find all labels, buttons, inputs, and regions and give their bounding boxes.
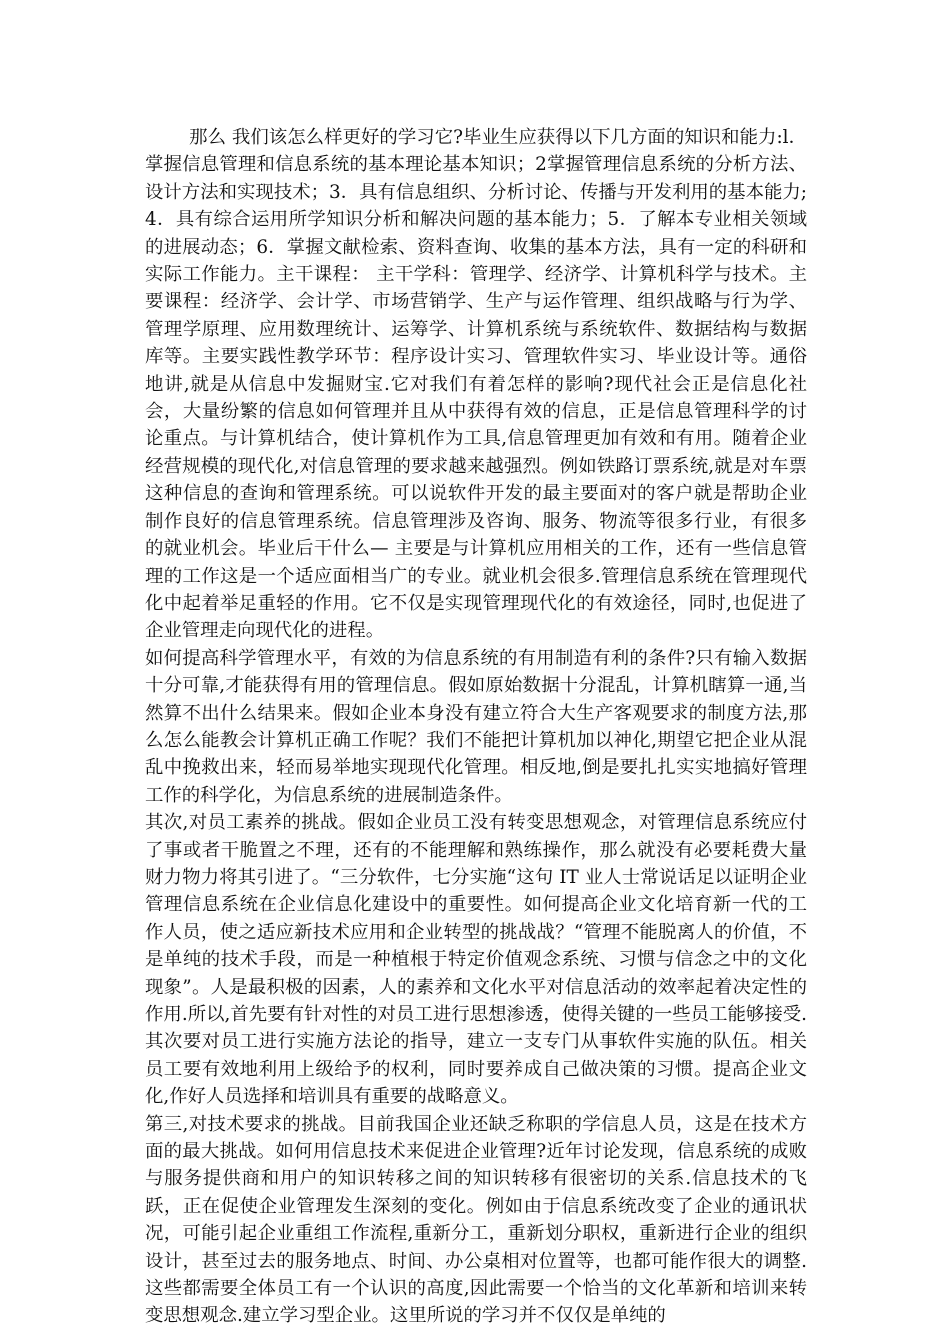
paragraph-2: 如何提高科学管理水平，有效的为信息系统的有用制造有利的条件?只有输入数据十分可靠,才能获得有用的管理信息。假如原始数据十分混乱，计算机瞎算一通,当然算不出什么结果来。假如企业本身没有建立符合大生产客观要求的制度方法,那么怎么能教会计算机正确工作呢？我们不能把计算机加以神化,期望它把企业从混乱中挽救出来，轻而易举地实现现代化管理。相反地,倒是要扎扎实实地搞好管理工作的科学化，为信息系统的进展制造条件。	[145, 647, 807, 806]
paragraph-1: 那么 我们该怎么样更好的学习它?毕业生应获得以下几方面的知识和能力:l．掌握信息管理和信息系统的基本理论基本知识；2掌握管理信息系统的分析方法、设计方法和实现技术；3．具有信息组织、分析讨论、传播与开发利用的基本能力;4．具有综合运用所学知识分析和解决问题的基本能力；5．了解本专业相关领域的进展动态；6．掌握文献检索、资料查询、收集的基本方法，具有一定的科研和实际工作能力。主干课程： 主干学科：管理学、经济学、计算机科学与技术。主要课程：经济学、会计学、市场营销学、生产与运作管理、组织战略与行为学、管理学原理、应用数理统计、运筹学、计算机系统与系统软件、数据结构与数据库等。主要实践性教学环节：程序设计实习、管理软件实习、毕业设计等。通俗地讲,就是从信息中发掘财宝.它对我们有着怎样的影响?现代社会正是信息化社会，大量纷繁的信息如何管理并且从中获得有效的信息，正是信息管理科学的讨论重点。与计算机结合，使计算机作为工具,信息管理更加有效和有用。随着企业经营规模的现代化,对信息管理的要求越来越强烈。例如铁路订票系统,就是对车票这种信息的查询和管理系统。可以说软件开发的最主要面对的客户就是帮助企业制作良好的信息管理系统。信息管理涉及咨询、服务、物流等很多行业，有很多的就业机会。毕业后干什么— 主要是与计算机应用相关的工作，还有一些信息管理的工作这是一个适应面相当广的专业。就业机会很多.管理信息系统在管理现代化中起着举足重轻的作用。它不仅是实现管理现代化的有效途径，同时,也促进了企业管理走向现代化的进程。	[145, 127, 807, 642]
paragraph-3: 其次,对员工素养的挑战。假如企业员工没有转变思想观念，对管理信息系统应付了事或者干脆置之不理，还有的不能理解和熟练操作，那么就没有必要耗费大量财力物力将其引进了。“三分软件，七分实施“这句 IT 业人士常说话足以证明企业管理信息系统在企业信息化建设中的重要性。如何提高企业文化培育新一代的工作人员，使之适应新技术应用和企业转型的挑战战？“管理不能脱离人的价值，不是单纯的技术手段，而是一种植根于特定价值观念系统、习惯与信念之中的文化现象”。人是最积极的因素，人的素养和文化水平对信息活动的效率起着决定性的作用.所以,首先要有针对性的对员工进行思想渗透，使得关键的一些员工能够接受.其次要对员工进行实施方法论的指导，建立一支专门从事软件实施的队伍。相关员工要有效地利用上级给予的权利，同时要养成自己做决策的习惯。提高企业文化,作好人员选择和培训具有重要的战略意义。	[145, 812, 807, 1108]
paragraph-4: 第三,对技术要求的挑战。目前我国企业还缺乏称职的学信息人员，这是在技术方面的最大挑战。如何用信息技术来促进企业管理?近年讨论发现，信息系统的成败与服务提供商和用户的知识转移之间的知识转移有很密切的关系.信息技术的飞跃，正在促使企业管理发生深刻的变化。例如由于信息系统改变了企业的通讯状况，可能引起企业重组工作流程,重新分工，重新划分职权，重新进行企业的组织设计，甚至过去的服务地点、时间、办公桌相对位置等，也都可能作很大的调整.这些都需要全体员工有一个认识的高度,因此需要一个恰当的文化革新和培训来转变思想观念.建立学习型企业。这里所说的学习并不仅仅是单纯的	[145, 1113, 807, 1327]
document-body	[145, 124, 807, 1330]
